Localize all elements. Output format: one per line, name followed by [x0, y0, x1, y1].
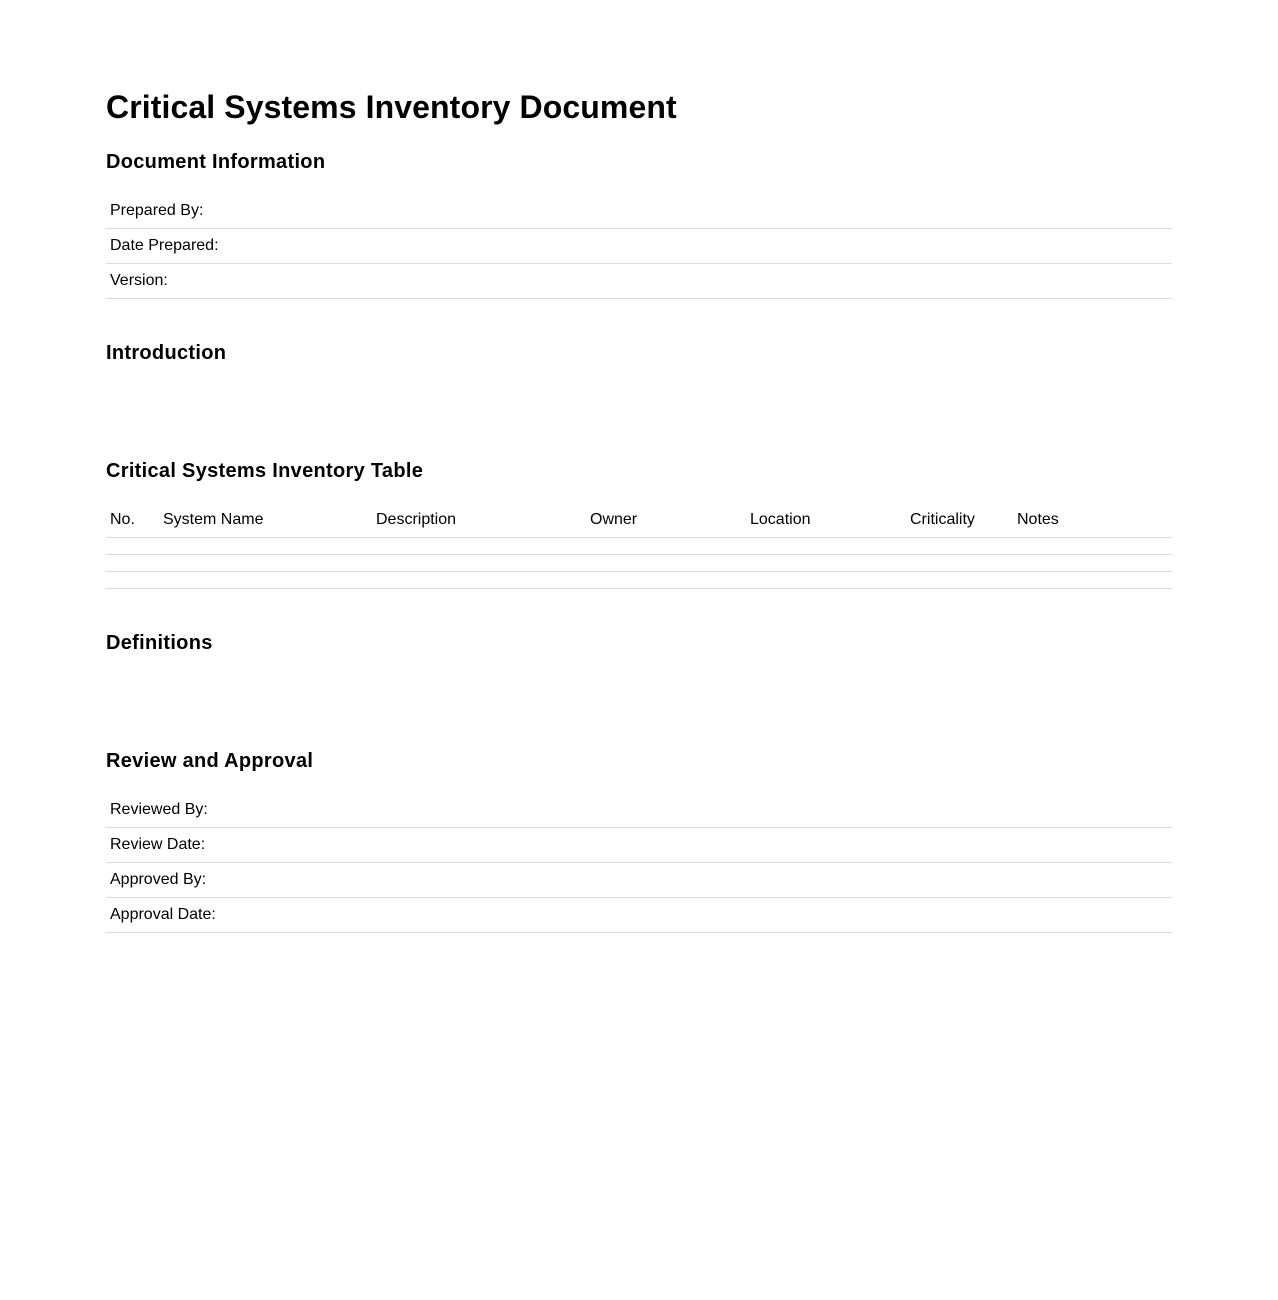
table-cell: [586, 555, 746, 572]
table-cell: [906, 555, 1013, 572]
date-prepared-label: Date Prepared:: [106, 229, 1172, 264]
table-cell: [106, 555, 159, 572]
table-cell: [746, 572, 906, 589]
document-information-heading: Document Information: [106, 151, 326, 173]
column-header-location: Location: [746, 502, 906, 538]
table-header-row: [106, 502, 1172, 538]
definitions-heading: Definitions: [106, 632, 213, 654]
table-cell: [159, 538, 372, 555]
table-cell: [1013, 538, 1172, 555]
table-cell: [159, 572, 372, 589]
table-cell: [906, 572, 1013, 589]
inventory-table: [106, 502, 1172, 589]
table-cell: [106, 538, 159, 555]
review-approval-heading: Review and Approval: [106, 750, 314, 772]
table-cell: [372, 555, 586, 572]
table-cell: [746, 538, 906, 555]
table-row: [106, 194, 1172, 229]
approval-date-label: Approval Date:: [106, 898, 1172, 933]
table-row: [106, 229, 1172, 264]
column-header-owner: Owner: [586, 502, 746, 538]
table-cell: [746, 555, 906, 572]
table-cell: [586, 572, 746, 589]
column-header-criticality: Criticality: [906, 502, 1013, 538]
table-cell: [372, 538, 586, 555]
introduction-heading: Introduction: [106, 342, 227, 364]
prepared-by-label: Prepared By:: [106, 194, 1172, 229]
column-header-description: Description: [372, 502, 586, 538]
document-information-table: [106, 194, 1172, 299]
column-header-notes: Notes: [1013, 502, 1172, 538]
table-cell: [1013, 555, 1172, 572]
version-label: Version:: [106, 264, 1172, 299]
reviewed-by-label: Reviewed By:: [106, 793, 1172, 828]
table-cell: [1013, 572, 1172, 589]
table-row: [106, 828, 1172, 863]
table-cell: [372, 572, 586, 589]
table-row: [106, 538, 1172, 555]
document-title: Critical Systems Inventory Document: [106, 89, 677, 125]
inventory-table-heading: Critical Systems Inventory Table: [106, 460, 424, 482]
table-cell: [906, 538, 1013, 555]
column-header-no: No.: [106, 502, 159, 538]
table-row: [106, 555, 1172, 572]
table-row: [106, 793, 1172, 828]
table-row: [106, 572, 1172, 589]
review-date-label: Review Date:: [106, 828, 1172, 863]
table-cell: [106, 572, 159, 589]
table-row: [106, 264, 1172, 299]
table-cell: [159, 555, 372, 572]
table-cell: [586, 538, 746, 555]
review-approval-table: [106, 793, 1172, 933]
approved-by-label: Approved By:: [106, 863, 1172, 898]
table-row: [106, 863, 1172, 898]
table-row: [106, 898, 1172, 933]
column-header-system-name: System Name: [159, 502, 372, 538]
